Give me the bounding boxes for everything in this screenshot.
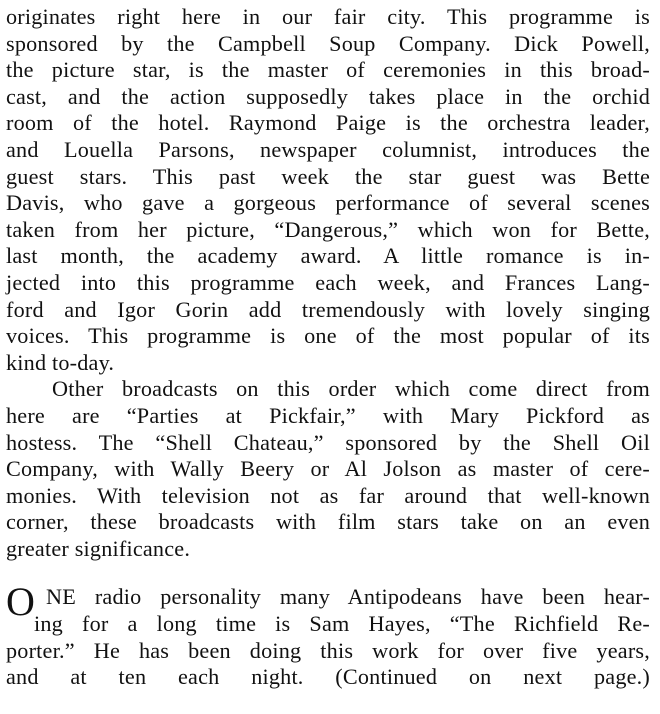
text-line: cast, and the action supposedly takes place in the orchid — [6, 83, 650, 109]
text-line: voices. This programme is one of the most popular of its — [6, 323, 650, 349]
text-line: here are “Parties at Pickfair,” with Mary Pickford as — [6, 402, 650, 428]
section-spacer — [6, 562, 650, 584]
text-line: sponsored by the Campbell Soup Company. Dick Powell, — [6, 30, 650, 56]
text-line: guest stars. This past week the star guest was Bette — [6, 163, 650, 189]
text-line: porter.” He has been doing this work for over five years, — [6, 637, 650, 663]
text-line: Davis, who gave a gorgeous performance of several scenes — [6, 190, 650, 216]
text-line: and Louella Parsons, newspaper columnist, introduces the — [6, 136, 650, 162]
text-line: jected into this programme each week, and Frances Lang- — [6, 269, 650, 295]
text-line: originates right here in our fair city. This programme is — [6, 4, 650, 29]
text-line: corner, these broadcasts with film stars take on an even — [6, 509, 650, 535]
paragraph-1 — [6, 4, 650, 376]
text-line: kind to-day. — [6, 349, 115, 375]
text-line: taken from her picture, “Dangerous,” which won for Bette, — [6, 216, 650, 242]
text-line: Company, with Wally Beery or Al Jolson as master of cere- — [6, 456, 650, 482]
text-line: the picture star, is the master of ceremonies in this broad- — [6, 57, 650, 83]
drop-cap: O — [6, 579, 36, 625]
text-line: ford and Igor Gorin add tremendously with lovely singing — [6, 296, 650, 322]
text-line-content: NE radio personality many Antipodeans have been hear- — [46, 584, 650, 610]
text-line: Other broadcasts on this order which come direct from — [52, 376, 650, 402]
text-line: greater significance. — [6, 535, 191, 561]
paragraph-2 — [6, 376, 650, 562]
text-line: monies. With television not as far around that well-known — [6, 482, 650, 508]
paragraph-3 — [6, 579, 650, 690]
text-line: hostess. The “Shell Chateau,” sponsored by the Shell Oil — [6, 429, 650, 455]
text-line: and at ten each night. (Continued on next page.) — [6, 664, 650, 690]
text-line: room of the hotel. Raymond Paige is the orchestra leader, — [6, 110, 650, 136]
text-line: last month, the academy award. A little romance is in- — [6, 243, 650, 269]
text-line: ing for a long time is Sam Hayes, “The Richfield Re- — [34, 611, 650, 637]
